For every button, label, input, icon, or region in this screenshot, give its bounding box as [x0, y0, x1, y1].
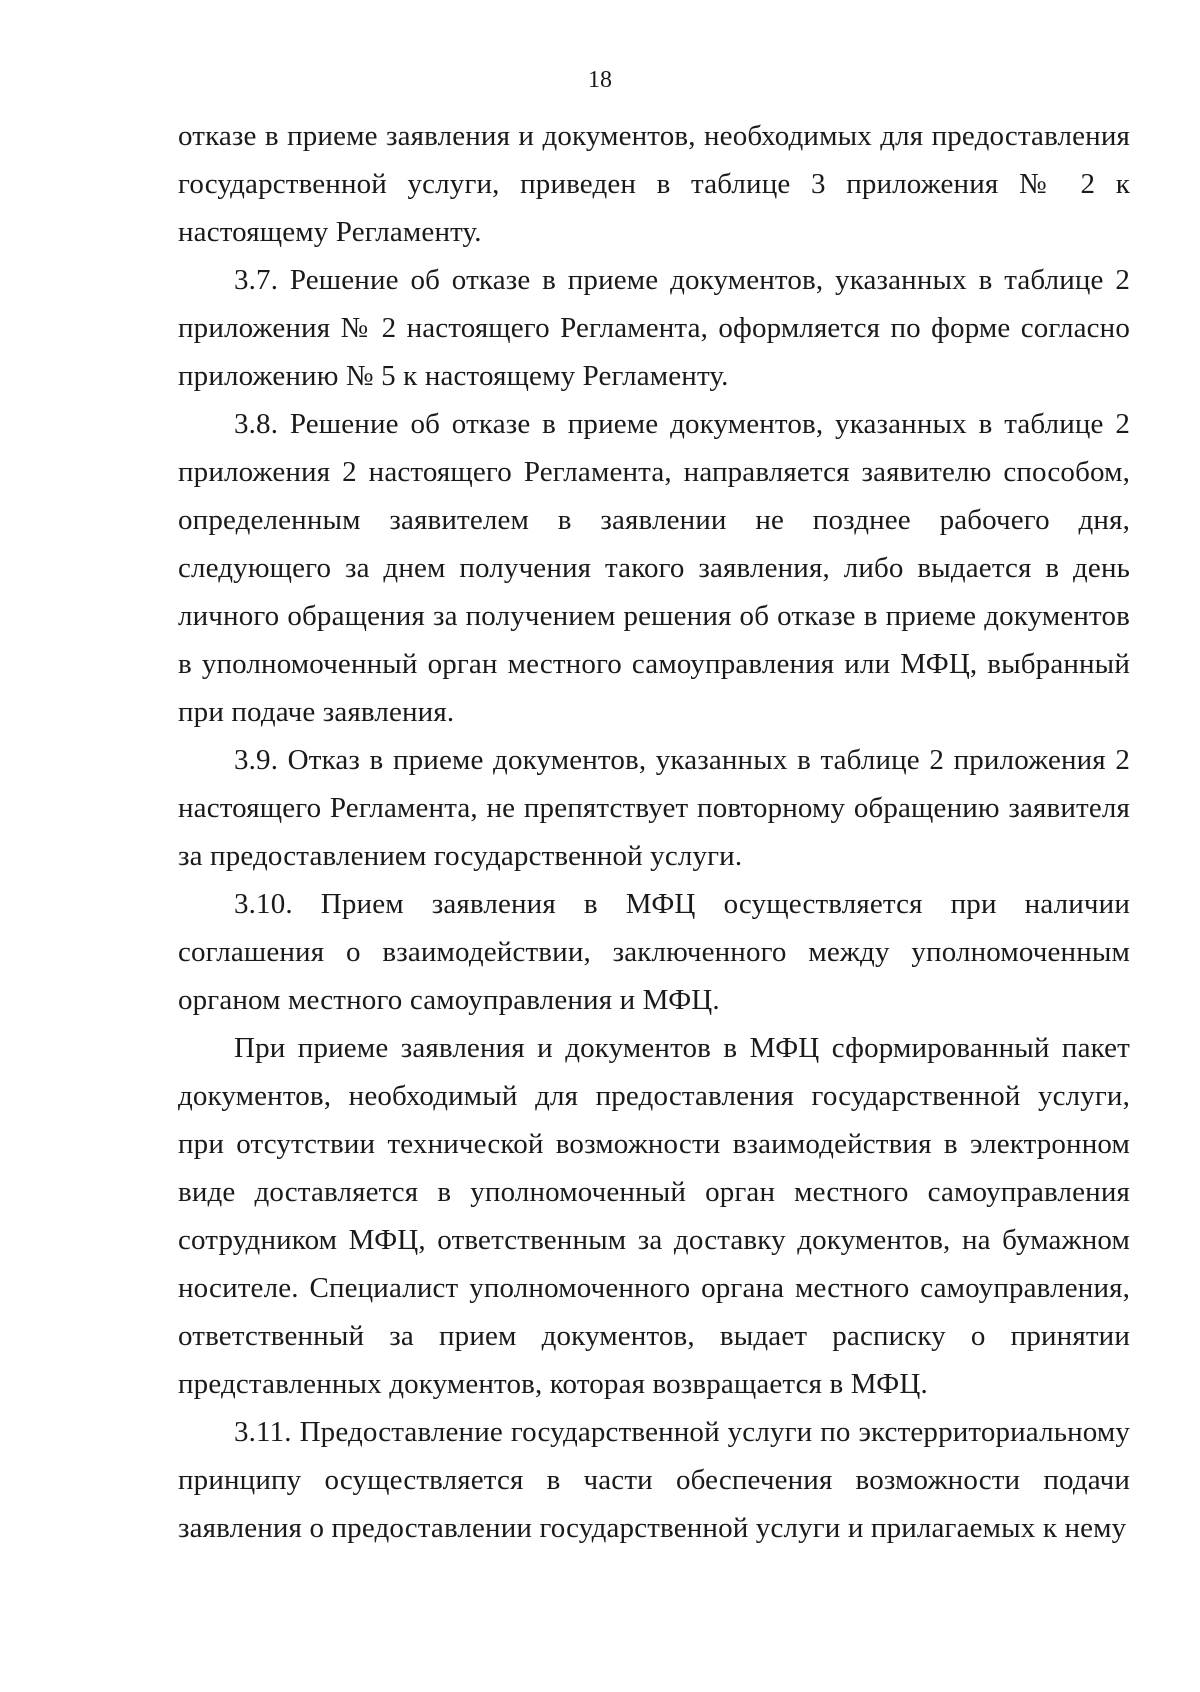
paragraph-continuation: отказе в приеме заявления и документов, необходимых для предоставления государственной услуги, приведен в таблице 3 приложения № 2 к настоящему Регламенту. [178, 120, 1130, 248]
paragraph-3-11: 3.11. Предоставление государственной услуги по экстерриториальному принципу осуществляется в части обеспечения возможности подачи заявления о предоставлении государственной услуги и прилагаемых к нему [178, 1416, 1130, 1544]
paragraph-3-7: 3.7. Решение об отказе в приеме документов, указанных в таблице 2 приложения № 2 настоящего Регламента, оформляется по форме согласно приложению № 5 к настоящему Регламенту. [178, 264, 1130, 392]
body-text [178, 112, 1130, 1552]
paragraph-mfc-delivery: При приеме заявления и документов в МФЦ сформированный пакет документов, необходимый для предоставления государственной услуги, при отсутствии технической возможности взаимодействия в электронном виде доставляется в уполномоченный орган местного самоуправления сотрудником МФЦ, ответственным за доставку документов, на бумажном носителе. Специалист уполномоченного органа местного самоуправления, ответственный за прием документов, выдает расписку о принятии представленных документов, которая возвращается в МФЦ. [178, 1032, 1130, 1400]
paragraph-3-8: 3.8. Решение об отказе в приеме документов, указанных в таблице 2 приложения 2 настоящего Регламента, направляется заявителю способом, определенным заявителем в заявлении не позднее рабочего дня, следующего за днем получения такого заявления, либо выдается в день личного обращения за получением решения об отказе в приеме документов в уполномоченный орган местного самоуправления или МФЦ, выбранный при подаче заявления. [178, 408, 1130, 728]
page-number: 18 [588, 67, 612, 93]
paragraph-3-10: 3.10. Прием заявления в МФЦ осуществляется при наличии соглашения о взаимодействии, заключенного между уполномоченным органом местного самоуправления и МФЦ. [178, 888, 1130, 1016]
paragraph-3-9: 3.9. Отказ в приеме документов, указанных в таблице 2 приложения 2 настоящего Регламента, не препятствует повторному обращению заявителя за предоставлением государственной услуги. [178, 744, 1130, 872]
